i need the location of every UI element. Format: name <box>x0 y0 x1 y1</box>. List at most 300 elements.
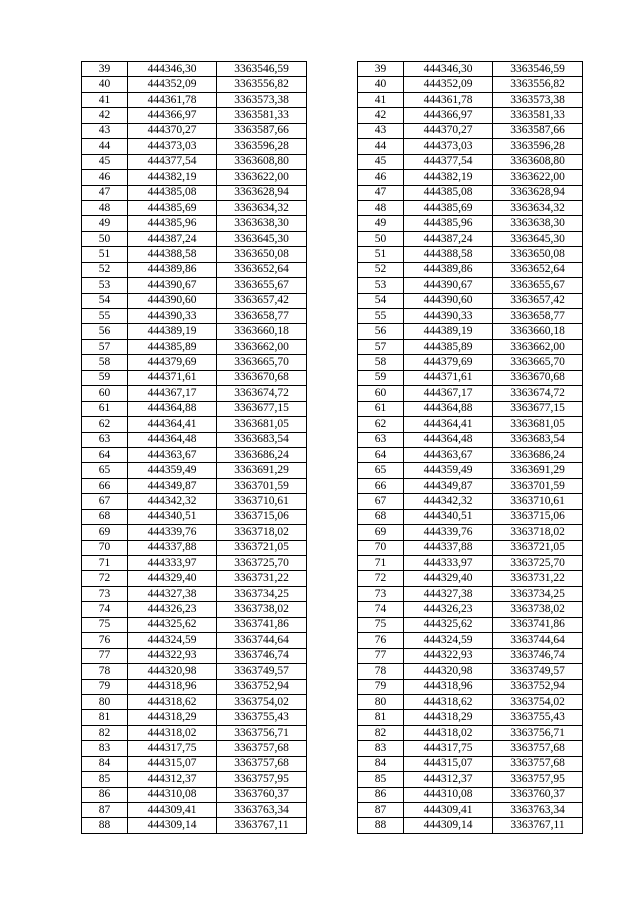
table-row <box>358 417 583 432</box>
y-coordinate-cell: 3363634,32 <box>217 200 307 215</box>
table-row <box>82 525 307 540</box>
table-row <box>358 92 583 107</box>
point-number-cell: 88 <box>82 818 128 833</box>
y-coordinate-cell: 3363655,67 <box>217 278 307 293</box>
table-row <box>82 586 307 601</box>
point-number-cell: 55 <box>358 309 404 324</box>
y-coordinate-cell: 3363645,30 <box>217 231 307 246</box>
y-coordinate-cell: 3363665,70 <box>493 355 583 370</box>
y-coordinate-cell: 3363638,30 <box>217 216 307 231</box>
table-row <box>358 216 583 231</box>
x-coordinate-cell: 444337,88 <box>404 540 493 555</box>
y-coordinate-cell: 3363683,54 <box>217 432 307 447</box>
point-number-cell: 53 <box>358 278 404 293</box>
table-row <box>358 62 583 77</box>
y-coordinate-cell: 3363744,64 <box>493 633 583 648</box>
table-row <box>82 370 307 385</box>
x-coordinate-cell: 444325,62 <box>404 617 493 632</box>
y-coordinate-cell: 3363754,02 <box>217 694 307 709</box>
y-coordinate-cell: 3363746,74 <box>493 648 583 663</box>
table-row <box>82 617 307 632</box>
y-coordinate-cell: 3363734,25 <box>217 586 307 601</box>
x-coordinate-cell: 444312,37 <box>404 772 493 787</box>
point-number-cell: 48 <box>82 200 128 215</box>
table-row <box>358 170 583 185</box>
x-coordinate-cell: 444318,62 <box>404 694 493 709</box>
table-row <box>82 293 307 308</box>
y-coordinate-cell: 3363691,29 <box>493 463 583 478</box>
y-coordinate-cell: 3363734,25 <box>493 586 583 601</box>
x-coordinate-cell: 444385,96 <box>128 216 217 231</box>
point-number-cell: 58 <box>82 355 128 370</box>
y-coordinate-cell: 3363715,06 <box>217 509 307 524</box>
table-row <box>358 247 583 262</box>
x-coordinate-cell: 444373,03 <box>404 139 493 154</box>
y-coordinate-cell: 3363756,71 <box>493 725 583 740</box>
x-coordinate-cell: 444370,27 <box>128 123 217 138</box>
x-coordinate-cell: 444388,58 <box>128 247 217 262</box>
point-number-cell: 62 <box>82 417 128 432</box>
point-number-cell: 67 <box>358 494 404 509</box>
table-row <box>82 278 307 293</box>
table-row <box>82 77 307 92</box>
point-number-cell: 49 <box>358 216 404 231</box>
point-number-cell: 40 <box>358 77 404 92</box>
y-coordinate-cell: 3363744,64 <box>217 633 307 648</box>
x-coordinate-cell: 444389,19 <box>404 324 493 339</box>
table-row <box>82 725 307 740</box>
y-coordinate-cell: 3363741,86 <box>493 617 583 632</box>
table-row <box>358 540 583 555</box>
x-coordinate-cell: 444315,07 <box>128 756 217 771</box>
point-number-cell: 50 <box>82 231 128 246</box>
y-coordinate-cell: 3363738,02 <box>217 602 307 617</box>
x-coordinate-cell: 444367,17 <box>404 386 493 401</box>
x-coordinate-cell: 444373,03 <box>128 139 217 154</box>
table-row <box>82 478 307 493</box>
table-body-left <box>82 62 307 834</box>
x-coordinate-cell: 444333,97 <box>128 556 217 571</box>
x-coordinate-cell: 444379,69 <box>404 355 493 370</box>
x-coordinate-cell: 444377,54 <box>404 154 493 169</box>
y-coordinate-cell: 3363573,38 <box>493 92 583 107</box>
point-number-cell: 78 <box>82 664 128 679</box>
table-row <box>82 247 307 262</box>
point-number-cell: 67 <box>82 494 128 509</box>
x-coordinate-cell: 444352,09 <box>128 77 217 92</box>
table-row <box>358 478 583 493</box>
point-number-cell: 72 <box>82 571 128 586</box>
point-number-cell: 65 <box>358 463 404 478</box>
table-row <box>82 556 307 571</box>
point-number-cell: 54 <box>82 293 128 308</box>
y-coordinate-cell: 3363650,08 <box>217 247 307 262</box>
table-row <box>82 447 307 462</box>
table-row <box>358 77 583 92</box>
table-row <box>82 231 307 246</box>
point-number-cell: 50 <box>358 231 404 246</box>
y-coordinate-cell: 3363628,94 <box>217 185 307 200</box>
point-number-cell: 74 <box>358 602 404 617</box>
point-number-cell: 56 <box>358 324 404 339</box>
table-row <box>358 355 583 370</box>
point-number-cell: 65 <box>82 463 128 478</box>
point-number-cell: 86 <box>358 787 404 802</box>
x-coordinate-cell: 444385,08 <box>404 185 493 200</box>
x-coordinate-cell: 444382,19 <box>128 170 217 185</box>
table-row <box>82 710 307 725</box>
point-number-cell: 73 <box>358 586 404 601</box>
y-coordinate-cell: 3363686,24 <box>217 447 307 462</box>
y-coordinate-cell: 3363628,94 <box>493 185 583 200</box>
table-row <box>358 710 583 725</box>
y-coordinate-cell: 3363767,11 <box>493 818 583 833</box>
y-coordinate-cell: 3363756,71 <box>217 725 307 740</box>
x-coordinate-cell: 444318,96 <box>404 679 493 694</box>
x-coordinate-cell: 444363,67 <box>404 447 493 462</box>
point-number-cell: 85 <box>82 772 128 787</box>
table-row <box>358 556 583 571</box>
x-coordinate-cell: 444382,19 <box>404 170 493 185</box>
y-coordinate-cell: 3363721,05 <box>493 540 583 555</box>
table-row <box>358 571 583 586</box>
point-number-cell: 88 <box>358 818 404 833</box>
table-row <box>82 339 307 354</box>
x-coordinate-cell: 444364,48 <box>128 432 217 447</box>
point-number-cell: 75 <box>82 617 128 632</box>
x-coordinate-cell: 444371,61 <box>404 370 493 385</box>
table-row <box>82 154 307 169</box>
table-row <box>82 664 307 679</box>
table-row <box>82 509 307 524</box>
y-coordinate-cell: 3363573,38 <box>217 92 307 107</box>
y-coordinate-cell: 3363752,94 <box>493 679 583 694</box>
x-coordinate-cell: 444389,86 <box>128 262 217 277</box>
x-coordinate-cell: 444318,62 <box>128 694 217 709</box>
table-row <box>82 756 307 771</box>
y-coordinate-cell: 3363701,59 <box>493 478 583 493</box>
x-coordinate-cell: 444390,33 <box>128 309 217 324</box>
point-number-cell: 59 <box>82 370 128 385</box>
y-coordinate-cell: 3363662,00 <box>493 339 583 354</box>
y-coordinate-cell: 3363650,08 <box>493 247 583 262</box>
y-coordinate-cell: 3363738,02 <box>493 602 583 617</box>
point-number-cell: 80 <box>82 694 128 709</box>
x-coordinate-cell: 444390,33 <box>404 309 493 324</box>
x-coordinate-cell: 444364,41 <box>128 417 217 432</box>
x-coordinate-cell: 444315,07 <box>404 756 493 771</box>
x-coordinate-cell: 444326,23 <box>128 602 217 617</box>
table-row <box>82 633 307 648</box>
point-number-cell: 71 <box>82 556 128 571</box>
point-number-cell: 40 <box>82 77 128 92</box>
x-coordinate-cell: 444339,76 <box>404 525 493 540</box>
y-coordinate-cell: 3363741,86 <box>217 617 307 632</box>
y-coordinate-cell: 3363608,80 <box>217 154 307 169</box>
x-coordinate-cell: 444322,93 <box>404 648 493 663</box>
table-row <box>82 679 307 694</box>
y-coordinate-cell: 3363731,22 <box>217 571 307 586</box>
x-coordinate-cell: 444364,88 <box>404 401 493 416</box>
y-coordinate-cell: 3363596,28 <box>217 139 307 154</box>
point-number-cell: 62 <box>358 417 404 432</box>
x-coordinate-cell: 444388,58 <box>404 247 493 262</box>
table-row <box>358 617 583 632</box>
table-row <box>82 170 307 185</box>
point-number-cell: 87 <box>358 803 404 818</box>
point-number-cell: 51 <box>358 247 404 262</box>
y-coordinate-cell: 3363665,70 <box>217 355 307 370</box>
table-row <box>82 401 307 416</box>
y-coordinate-cell: 3363677,15 <box>493 401 583 416</box>
y-coordinate-cell: 3363731,22 <box>493 571 583 586</box>
y-coordinate-cell: 3363749,57 <box>217 664 307 679</box>
point-number-cell: 77 <box>82 648 128 663</box>
x-coordinate-cell: 444364,48 <box>404 432 493 447</box>
y-coordinate-cell: 3363652,64 <box>493 262 583 277</box>
point-number-cell: 57 <box>82 339 128 354</box>
y-coordinate-cell: 3363760,37 <box>493 787 583 802</box>
table-row <box>358 586 583 601</box>
y-coordinate-cell: 3363683,54 <box>493 432 583 447</box>
table-row <box>82 648 307 663</box>
point-number-cell: 52 <box>358 262 404 277</box>
table-row <box>358 463 583 478</box>
point-number-cell: 80 <box>358 694 404 709</box>
y-coordinate-cell: 3363681,05 <box>493 417 583 432</box>
point-number-cell: 64 <box>82 447 128 462</box>
x-coordinate-cell: 444310,08 <box>128 787 217 802</box>
x-coordinate-cell: 444346,30 <box>128 62 217 77</box>
y-coordinate-cell: 3363746,74 <box>217 648 307 663</box>
table-row <box>82 494 307 509</box>
table-row <box>358 309 583 324</box>
x-coordinate-cell: 444320,98 <box>128 664 217 679</box>
y-coordinate-cell: 3363757,68 <box>217 756 307 771</box>
y-coordinate-cell: 3363660,18 <box>493 324 583 339</box>
y-coordinate-cell: 3363757,95 <box>217 772 307 787</box>
y-coordinate-cell: 3363757,68 <box>217 741 307 756</box>
point-number-cell: 84 <box>358 756 404 771</box>
x-coordinate-cell: 444324,59 <box>128 633 217 648</box>
point-number-cell: 82 <box>82 725 128 740</box>
point-number-cell: 72 <box>358 571 404 586</box>
table-row <box>82 355 307 370</box>
y-coordinate-cell: 3363760,37 <box>217 787 307 802</box>
x-coordinate-cell: 444385,69 <box>128 200 217 215</box>
table-row <box>358 447 583 462</box>
table-row <box>358 664 583 679</box>
point-number-cell: 73 <box>82 586 128 601</box>
x-coordinate-cell: 444329,40 <box>128 571 217 586</box>
table-row <box>82 803 307 818</box>
x-coordinate-cell: 444324,59 <box>404 633 493 648</box>
x-coordinate-cell: 444318,29 <box>404 710 493 725</box>
y-coordinate-cell: 3363581,33 <box>493 108 583 123</box>
table-row <box>358 818 583 833</box>
table-row <box>358 509 583 524</box>
table-row <box>358 339 583 354</box>
point-number-cell: 45 <box>358 154 404 169</box>
table-row <box>82 571 307 586</box>
y-coordinate-cell: 3363686,24 <box>493 447 583 462</box>
y-coordinate-cell: 3363757,95 <box>493 772 583 787</box>
y-coordinate-cell: 3363657,42 <box>217 293 307 308</box>
point-number-cell: 86 <box>82 787 128 802</box>
y-coordinate-cell: 3363715,06 <box>493 509 583 524</box>
point-number-cell: 76 <box>82 633 128 648</box>
y-coordinate-cell: 3363763,34 <box>217 803 307 818</box>
table-row <box>358 494 583 509</box>
y-coordinate-cell: 3363645,30 <box>493 231 583 246</box>
table-row <box>358 787 583 802</box>
table-row <box>82 417 307 432</box>
point-number-cell: 43 <box>358 123 404 138</box>
x-coordinate-cell: 444359,49 <box>404 463 493 478</box>
y-coordinate-cell: 3363757,68 <box>493 741 583 756</box>
x-coordinate-cell: 444367,17 <box>128 386 217 401</box>
x-coordinate-cell: 444366,97 <box>404 108 493 123</box>
y-coordinate-cell: 3363556,82 <box>493 77 583 92</box>
table-row <box>82 139 307 154</box>
x-coordinate-cell: 444342,32 <box>128 494 217 509</box>
table-row <box>358 694 583 709</box>
point-number-cell: 54 <box>358 293 404 308</box>
y-coordinate-cell: 3363710,61 <box>217 494 307 509</box>
x-coordinate-cell: 444352,09 <box>404 77 493 92</box>
table-row <box>358 803 583 818</box>
table-row <box>358 401 583 416</box>
y-coordinate-cell: 3363767,11 <box>217 818 307 833</box>
point-number-cell: 45 <box>82 154 128 169</box>
y-coordinate-cell: 3363718,02 <box>217 525 307 540</box>
point-number-cell: 53 <box>82 278 128 293</box>
x-coordinate-cell: 444340,51 <box>128 509 217 524</box>
x-coordinate-cell: 444387,24 <box>128 231 217 246</box>
point-number-cell: 44 <box>82 139 128 154</box>
table-row <box>82 540 307 555</box>
x-coordinate-cell: 444309,41 <box>404 803 493 818</box>
point-number-cell: 85 <box>358 772 404 787</box>
x-coordinate-cell: 444326,23 <box>404 602 493 617</box>
x-coordinate-cell: 444318,02 <box>128 725 217 740</box>
point-number-cell: 61 <box>82 401 128 416</box>
point-number-cell: 83 <box>82 741 128 756</box>
x-coordinate-cell: 444349,87 <box>128 478 217 493</box>
x-coordinate-cell: 444317,75 <box>404 741 493 756</box>
x-coordinate-cell: 444320,98 <box>404 664 493 679</box>
table-row <box>82 741 307 756</box>
x-coordinate-cell: 444385,96 <box>404 216 493 231</box>
y-coordinate-cell: 3363691,29 <box>217 463 307 478</box>
x-coordinate-cell: 444359,49 <box>128 463 217 478</box>
point-number-cell: 69 <box>358 525 404 540</box>
table-row <box>82 108 307 123</box>
y-coordinate-cell: 3363674,72 <box>493 386 583 401</box>
table-row <box>358 756 583 771</box>
point-number-cell: 70 <box>358 540 404 555</box>
table-row <box>358 293 583 308</box>
point-number-cell: 39 <box>358 62 404 77</box>
x-coordinate-cell: 444309,41 <box>128 803 217 818</box>
point-number-cell: 49 <box>82 216 128 231</box>
y-coordinate-cell: 3363596,28 <box>493 139 583 154</box>
table-row <box>358 200 583 215</box>
point-number-cell: 66 <box>358 478 404 493</box>
table-row <box>358 231 583 246</box>
point-number-cell: 58 <box>358 355 404 370</box>
point-number-cell: 46 <box>358 170 404 185</box>
point-number-cell: 42 <box>82 108 128 123</box>
y-coordinate-cell: 3363721,05 <box>217 540 307 555</box>
point-number-cell: 83 <box>358 741 404 756</box>
x-coordinate-cell: 444363,67 <box>128 447 217 462</box>
point-number-cell: 82 <box>358 725 404 740</box>
y-coordinate-cell: 3363670,68 <box>217 370 307 385</box>
table-row <box>358 324 583 339</box>
x-coordinate-cell: 444317,75 <box>128 741 217 756</box>
table-row <box>358 432 583 447</box>
table-row <box>82 463 307 478</box>
point-number-cell: 77 <box>358 648 404 663</box>
point-number-cell: 81 <box>82 710 128 725</box>
point-number-cell: 71 <box>358 556 404 571</box>
y-coordinate-cell: 3363755,43 <box>493 710 583 725</box>
table-row <box>82 787 307 802</box>
table-row <box>358 185 583 200</box>
table-row <box>82 309 307 324</box>
x-coordinate-cell: 444329,40 <box>404 571 493 586</box>
point-number-cell: 44 <box>358 139 404 154</box>
x-coordinate-cell: 444312,37 <box>128 772 217 787</box>
x-coordinate-cell: 444318,29 <box>128 710 217 725</box>
table-row <box>358 679 583 694</box>
x-coordinate-cell: 444377,54 <box>128 154 217 169</box>
x-coordinate-cell: 444370,27 <box>404 123 493 138</box>
table-row <box>82 602 307 617</box>
table-row <box>82 432 307 447</box>
table-row <box>358 772 583 787</box>
table-row <box>82 216 307 231</box>
x-coordinate-cell: 444366,97 <box>128 108 217 123</box>
x-coordinate-cell: 444327,38 <box>404 586 493 601</box>
point-number-cell: 68 <box>82 509 128 524</box>
point-number-cell: 63 <box>358 432 404 447</box>
y-coordinate-cell: 3363755,43 <box>217 710 307 725</box>
point-number-cell: 61 <box>358 401 404 416</box>
point-number-cell: 69 <box>82 525 128 540</box>
y-coordinate-cell: 3363660,18 <box>217 324 307 339</box>
y-coordinate-cell: 3363634,32 <box>493 200 583 215</box>
y-coordinate-cell: 3363701,59 <box>217 478 307 493</box>
x-coordinate-cell: 444387,24 <box>404 231 493 246</box>
coordinates-table-left <box>81 61 307 834</box>
point-number-cell: 48 <box>358 200 404 215</box>
y-coordinate-cell: 3363581,33 <box>217 108 307 123</box>
y-coordinate-cell: 3363658,77 <box>493 309 583 324</box>
x-coordinate-cell: 444371,61 <box>128 370 217 385</box>
x-coordinate-cell: 444333,97 <box>404 556 493 571</box>
x-coordinate-cell: 444322,93 <box>128 648 217 663</box>
table-row <box>358 633 583 648</box>
x-coordinate-cell: 444337,88 <box>128 540 217 555</box>
table-row <box>358 525 583 540</box>
table-row <box>358 648 583 663</box>
y-coordinate-cell: 3363674,72 <box>217 386 307 401</box>
point-number-cell: 41 <box>358 92 404 107</box>
y-coordinate-cell: 3363754,02 <box>493 694 583 709</box>
point-number-cell: 42 <box>358 108 404 123</box>
